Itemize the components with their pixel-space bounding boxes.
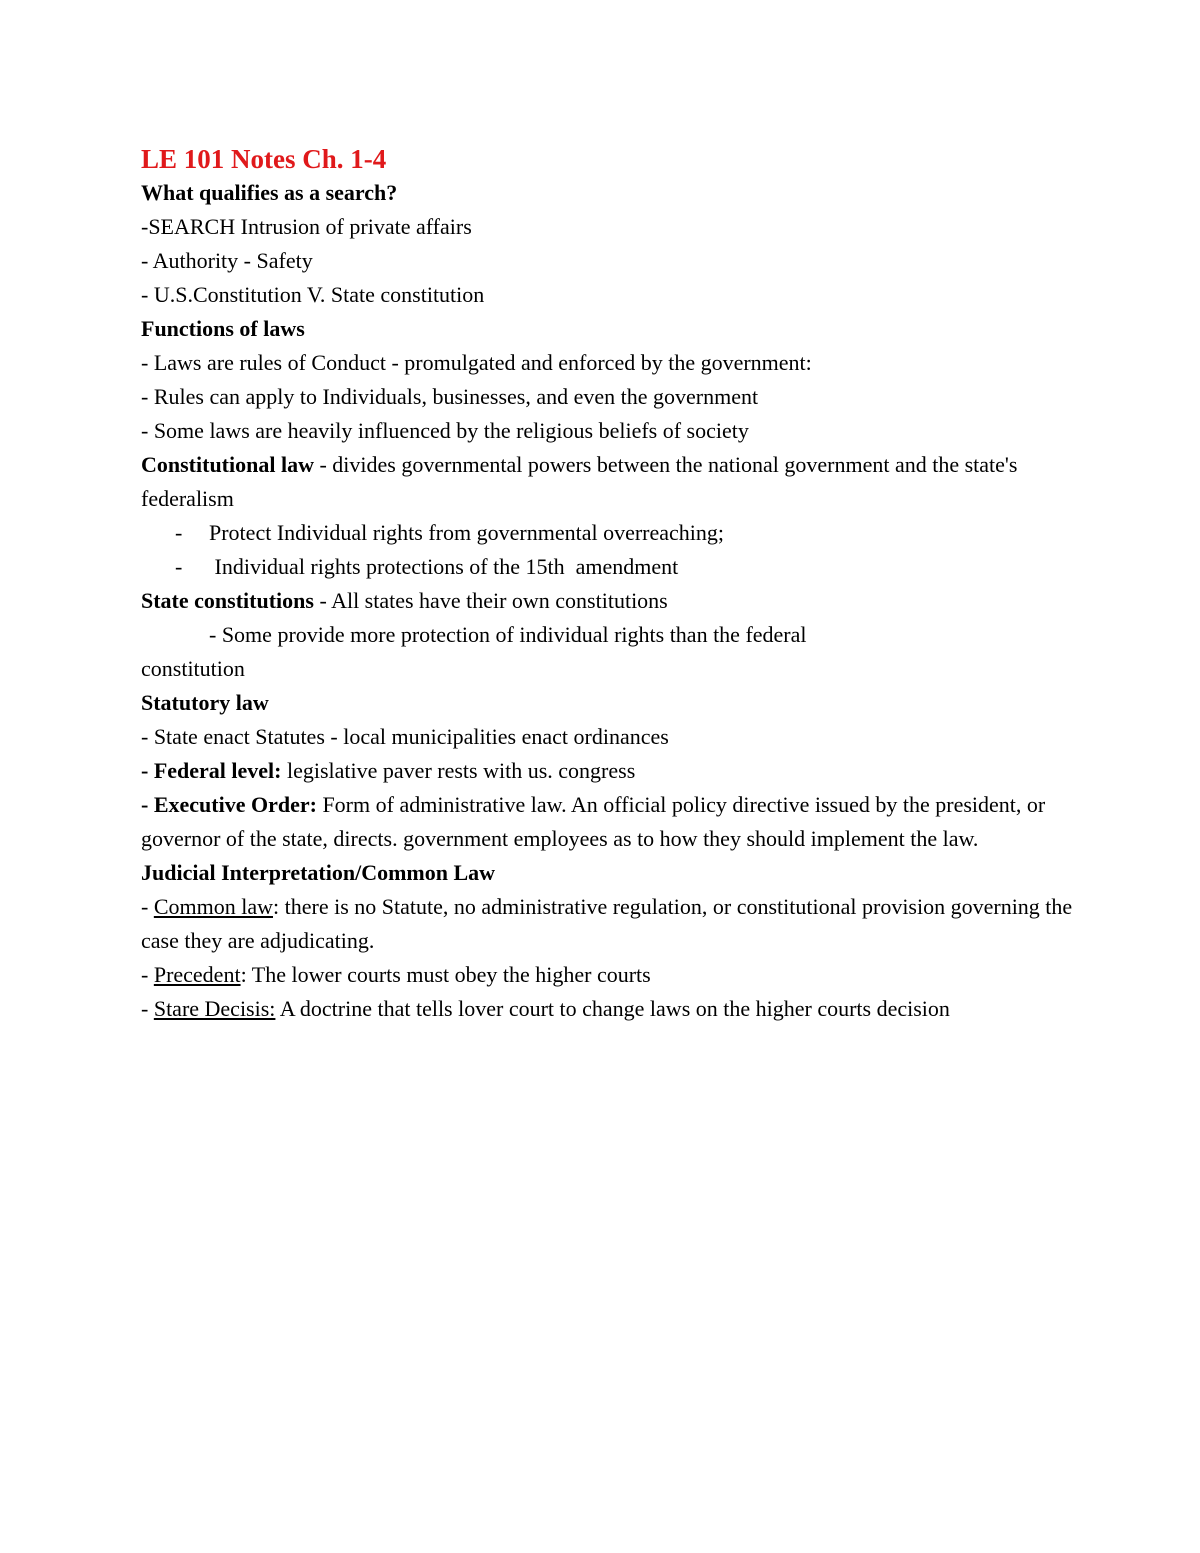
federal-level-prefix: -	[141, 758, 154, 783]
search-line: - Authority - Safety	[141, 248, 313, 273]
search-line: -SEARCH Intrusion of private affairs	[141, 214, 472, 239]
federal-level-line	[141, 754, 1081, 788]
executive-order-term: Executive Order:	[153, 792, 317, 817]
document-body	[141, 140, 1081, 1026]
functions-heading: Functions of laws	[141, 316, 305, 341]
constitutional-law-paragraph	[141, 448, 1081, 516]
stare-decisis-prefix: -	[141, 996, 154, 1021]
constitutional-law-text: - divides governmental powers between the national government and the state's federalism	[141, 452, 1018, 511]
functions-line: - Some laws are heavily influenced by the religious beliefs of society	[141, 418, 749, 443]
precedent-line	[141, 958, 1081, 992]
precedent-text: : The lower courts must obey the higher courts	[240, 962, 651, 987]
bullet-marker: -	[175, 520, 183, 545]
state-constitutions-paragraph	[141, 584, 1081, 618]
common-law-text: : there is no Statute, no administrative regulation, or constitutional provision governing the case they are adjudicating.	[141, 894, 1073, 953]
stare-decisis-text: A doctrine that tells lover court to change laws on the higher courts decision	[275, 996, 950, 1021]
functions-line: - Rules can apply to Individuals, businesses, and even the government	[141, 384, 759, 409]
bullet-marker: -	[175, 554, 183, 579]
state-constitutions-subline: - Some provide more protection of individual rights than the federal	[209, 622, 807, 647]
executive-order-text: Form of administrative law. An official policy directive issued by the president, or governor of the state, directs. government employees as to how they should implement the law.	[141, 792, 1046, 851]
state-constitutions-term: State constitutions	[141, 588, 314, 613]
list-item	[141, 550, 1081, 584]
common-law-term: Common law	[153, 894, 273, 919]
stare-decisis-term: Stare Decisis:	[153, 996, 276, 1021]
executive-order-paragraph	[141, 788, 1081, 856]
list-item	[141, 516, 1081, 550]
statutory-heading: Statutory law	[141, 690, 269, 715]
stare-decisis-paragraph	[141, 992, 1081, 1026]
precedent-term: Precedent	[153, 962, 241, 987]
functions-line: - Laws are rules of Conduct - promulgated and enforced by the government:	[141, 350, 812, 375]
common-law-paragraph	[141, 890, 1081, 958]
precedent-prefix: -	[141, 962, 154, 987]
search-heading: What qualifies as a search?	[141, 180, 398, 205]
executive-order-prefix: -	[141, 792, 154, 817]
state-constitutions-subline: constitution	[141, 656, 245, 681]
bullet-text: Protect Individual rights from governmental overreaching;	[209, 520, 725, 545]
bullet-text: Individual rights protections of the 15th amendment	[209, 554, 679, 579]
state-constitutions-text: - All states have their own constitutions	[313, 588, 668, 613]
search-line: - U.S.Constitution V. State constitution	[141, 282, 485, 307]
judicial-heading: Judicial Interpretation/Common Law	[141, 860, 496, 885]
constitutional-law-term: Constitutional law	[141, 452, 314, 477]
document-title: LE 101 Notes Ch. 1-4	[141, 144, 387, 174]
statutory-line: - State enact Statutes - local municipalities enact ordinances	[141, 724, 669, 749]
common-law-prefix: -	[141, 894, 154, 919]
federal-level-text: legislative paver rests with us. congress	[281, 758, 636, 783]
federal-level-term: Federal level:	[153, 758, 282, 783]
